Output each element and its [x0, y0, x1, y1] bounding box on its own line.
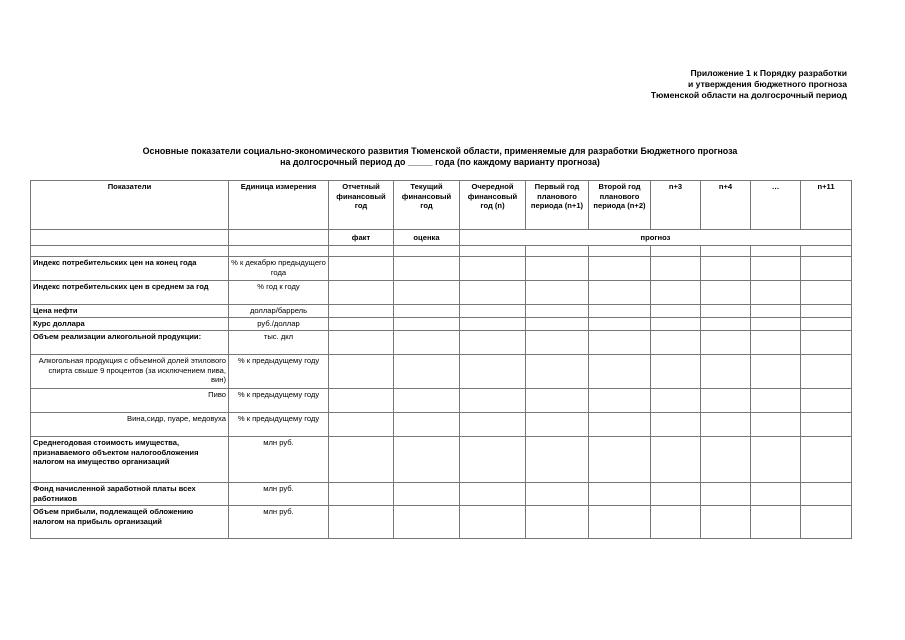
- value-cell[interactable]: [526, 318, 589, 331]
- value-cell[interactable]: [801, 281, 852, 305]
- value-cell[interactable]: [751, 413, 801, 437]
- value-cell[interactable]: [751, 483, 801, 506]
- value-cell[interactable]: [394, 389, 460, 413]
- header-dots: …: [751, 181, 801, 230]
- value-cell[interactable]: [329, 389, 394, 413]
- value-cell[interactable]: [751, 257, 801, 281]
- value-cell[interactable]: [701, 506, 751, 539]
- value-cell[interactable]: [526, 331, 589, 355]
- document-title-line-2: на долгосрочный период до _____ года (по каждому варианту прогноза): [280, 157, 600, 167]
- header-plan-year-2: Второй год планового периода (n+2): [589, 181, 651, 230]
- value-cell[interactable]: [751, 437, 801, 483]
- unit-cell: доллар/баррель: [229, 305, 329, 318]
- value-cell[interactable]: [460, 355, 526, 389]
- value-cell[interactable]: [460, 257, 526, 281]
- indicators-table: [30, 180, 852, 539]
- header-n3: n+3: [651, 181, 701, 230]
- value-cell[interactable]: [651, 281, 701, 305]
- indicator-cell: Индекс потребительских цен в среднем за год: [31, 281, 229, 305]
- unit-cell: % к предыдущему году: [229, 389, 329, 413]
- value-cell[interactable]: [526, 506, 589, 539]
- value-cell[interactable]: [751, 331, 801, 355]
- value-cell[interactable]: [801, 437, 852, 483]
- value-cell[interactable]: [394, 257, 460, 281]
- table-row: [31, 389, 852, 413]
- value-cell[interactable]: [329, 506, 394, 539]
- value-cell[interactable]: [526, 257, 589, 281]
- value-cell[interactable]: [801, 318, 852, 331]
- value-cell[interactable]: [651, 413, 701, 437]
- value-cell[interactable]: [701, 389, 751, 413]
- value-cell[interactable]: [801, 305, 852, 318]
- value-cell[interactable]: [589, 389, 651, 413]
- value-cell[interactable]: [751, 355, 801, 389]
- value-cell[interactable]: [460, 413, 526, 437]
- value-cell[interactable]: [394, 483, 460, 506]
- unit-cell: тыс. дкл: [229, 331, 329, 355]
- value-cell[interactable]: [460, 483, 526, 506]
- value-cell[interactable]: [526, 305, 589, 318]
- value-cell[interactable]: [460, 318, 526, 331]
- unit-cell: % год к году: [229, 281, 329, 305]
- table-row: [31, 483, 852, 506]
- value-cell[interactable]: [651, 483, 701, 506]
- value-cell[interactable]: [651, 305, 701, 318]
- value-cell[interactable]: [526, 281, 589, 305]
- header-reporting-year: Отчетный финансовый год: [329, 181, 394, 230]
- value-cell[interactable]: [651, 257, 701, 281]
- document-title-line-1: Основные показатели социально-экономического развития Тюменской области, применяемые для разработки Бюджетного прогноза: [142, 146, 738, 156]
- value-cell[interactable]: [589, 281, 651, 305]
- header-n4: n+4: [701, 181, 751, 230]
- appendix-line-3: Тюменской области на долгосрочный период: [650, 90, 847, 100]
- value-cell[interactable]: [651, 318, 701, 331]
- table-row: [31, 257, 852, 281]
- appendix-line-2: и утверждения бюджетного прогноза: [688, 79, 847, 89]
- header-unit: Единица измерения: [229, 181, 329, 230]
- unit-cell: % к предыдущему году: [229, 355, 329, 389]
- value-cell[interactable]: [701, 437, 751, 483]
- value-cell[interactable]: [329, 281, 394, 305]
- document-title: [30, 146, 850, 168]
- value-cell[interactable]: [801, 355, 852, 389]
- value-cell[interactable]: [651, 331, 701, 355]
- indicator-cell: Курс доллара: [31, 318, 229, 331]
- header-n11: n+11: [801, 181, 852, 230]
- value-cell[interactable]: [460, 281, 526, 305]
- value-cell[interactable]: [651, 506, 701, 539]
- value-cell[interactable]: [701, 413, 751, 437]
- value-cell[interactable]: [801, 389, 852, 413]
- indicator-cell: Объем прибыли, подлежащей обложению налогом на прибыль организаций: [31, 506, 229, 539]
- value-cell[interactable]: [589, 483, 651, 506]
- table-row: [31, 318, 852, 331]
- header-next-year: Очередной финансовый год (n): [460, 181, 526, 230]
- subheader-fact: факт: [329, 230, 394, 246]
- value-cell[interactable]: [651, 437, 701, 483]
- value-cell[interactable]: [394, 331, 460, 355]
- indicator-cell: Алкогольная продукция с объемной долей этилового спирта свыше 9 процентов (за исключением пива, вин): [31, 355, 229, 389]
- unit-cell: % к предыдущему году: [229, 413, 329, 437]
- unit-cell: млн руб.: [229, 483, 329, 506]
- value-cell[interactable]: [651, 355, 701, 389]
- header-row: [31, 181, 852, 230]
- value-cell[interactable]: [394, 413, 460, 437]
- value-cell[interactable]: [329, 257, 394, 281]
- value-cell[interactable]: [394, 281, 460, 305]
- value-cell[interactable]: [460, 331, 526, 355]
- value-cell[interactable]: [329, 331, 394, 355]
- value-cell[interactable]: [329, 305, 394, 318]
- value-cell[interactable]: [751, 281, 801, 305]
- value-cell[interactable]: [394, 305, 460, 318]
- value-cell[interactable]: [589, 413, 651, 437]
- value-cell[interactable]: [589, 355, 651, 389]
- value-cell[interactable]: [526, 437, 589, 483]
- indicator-cell: Цена нефти: [31, 305, 229, 318]
- indicator-cell: Фонд начисленной заработной платы всех работников: [31, 483, 229, 506]
- value-cell[interactable]: [801, 257, 852, 281]
- value-cell[interactable]: [701, 281, 751, 305]
- value-cell[interactable]: [394, 437, 460, 483]
- value-cell[interactable]: [526, 355, 589, 389]
- value-cell[interactable]: [701, 305, 751, 318]
- value-cell[interactable]: [526, 483, 589, 506]
- value-cell[interactable]: [701, 331, 751, 355]
- value-cell[interactable]: [589, 506, 651, 539]
- value-cell[interactable]: [329, 413, 394, 437]
- indicator-cell: Объем реализации алкогольной продукции:: [31, 331, 229, 355]
- value-cell[interactable]: [801, 331, 852, 355]
- spacer-row: [31, 246, 852, 257]
- value-cell[interactable]: [801, 413, 852, 437]
- table-row: [31, 355, 852, 389]
- header-current-year: Текущий финансовый год: [394, 181, 460, 230]
- data-rows: [31, 257, 852, 539]
- value-cell[interactable]: [460, 506, 526, 539]
- value-cell[interactable]: [394, 318, 460, 331]
- indicator-cell: Среднегодовая стоимость имущества, признаваемого объектом налогообложения налогом на имущество организаций: [31, 437, 229, 483]
- value-cell[interactable]: [460, 437, 526, 483]
- value-cell[interactable]: [751, 305, 801, 318]
- value-cell[interactable]: [394, 506, 460, 539]
- value-cell[interactable]: [589, 257, 651, 281]
- unit-cell: % к декабрю предыдущего года: [229, 257, 329, 281]
- subheader-row: [31, 230, 852, 246]
- value-cell[interactable]: [460, 389, 526, 413]
- table-row: [31, 437, 852, 483]
- value-cell[interactable]: [526, 389, 589, 413]
- value-cell[interactable]: [329, 437, 394, 483]
- table-row: [31, 305, 852, 318]
- subheader-estimate: оценка: [394, 230, 460, 246]
- indicator-cell: Вина,сидр, пуаре, медовуха: [31, 413, 229, 437]
- value-cell[interactable]: [589, 305, 651, 318]
- value-cell[interactable]: [589, 318, 651, 331]
- table-row: [31, 506, 852, 539]
- value-cell[interactable]: [329, 318, 394, 331]
- value-cell[interactable]: [701, 355, 751, 389]
- header-plan-year-1: Первый год планового периода (n+1): [526, 181, 589, 230]
- value-cell[interactable]: [751, 389, 801, 413]
- value-cell[interactable]: [329, 355, 394, 389]
- unit-cell: млн руб.: [229, 437, 329, 483]
- value-cell[interactable]: [394, 355, 460, 389]
- value-cell[interactable]: [801, 506, 852, 539]
- value-cell[interactable]: [701, 483, 751, 506]
- value-cell[interactable]: [526, 413, 589, 437]
- table-row: [31, 413, 852, 437]
- table-row: [31, 331, 852, 355]
- value-cell[interactable]: [589, 331, 651, 355]
- value-cell[interactable]: [751, 506, 801, 539]
- unit-cell: руб./доллар: [229, 318, 329, 331]
- subheader-forecast: прогноз: [460, 230, 852, 246]
- indicator-cell: Пиво: [31, 389, 229, 413]
- value-cell[interactable]: [651, 389, 701, 413]
- value-cell[interactable]: [701, 257, 751, 281]
- indicator-cell: Индекс потребительских цен на конец года: [31, 257, 229, 281]
- value-cell[interactable]: [329, 483, 394, 506]
- appendix-line-1: Приложение 1 к Порядку разработки: [690, 68, 847, 78]
- header-indicator: Показатели: [31, 181, 229, 230]
- table-row: [31, 281, 852, 305]
- value-cell[interactable]: [751, 318, 801, 331]
- value-cell[interactable]: [589, 437, 651, 483]
- appendix-note: [547, 68, 847, 101]
- unit-cell: млн руб.: [229, 506, 329, 539]
- value-cell[interactable]: [801, 483, 852, 506]
- value-cell[interactable]: [460, 305, 526, 318]
- value-cell[interactable]: [701, 318, 751, 331]
